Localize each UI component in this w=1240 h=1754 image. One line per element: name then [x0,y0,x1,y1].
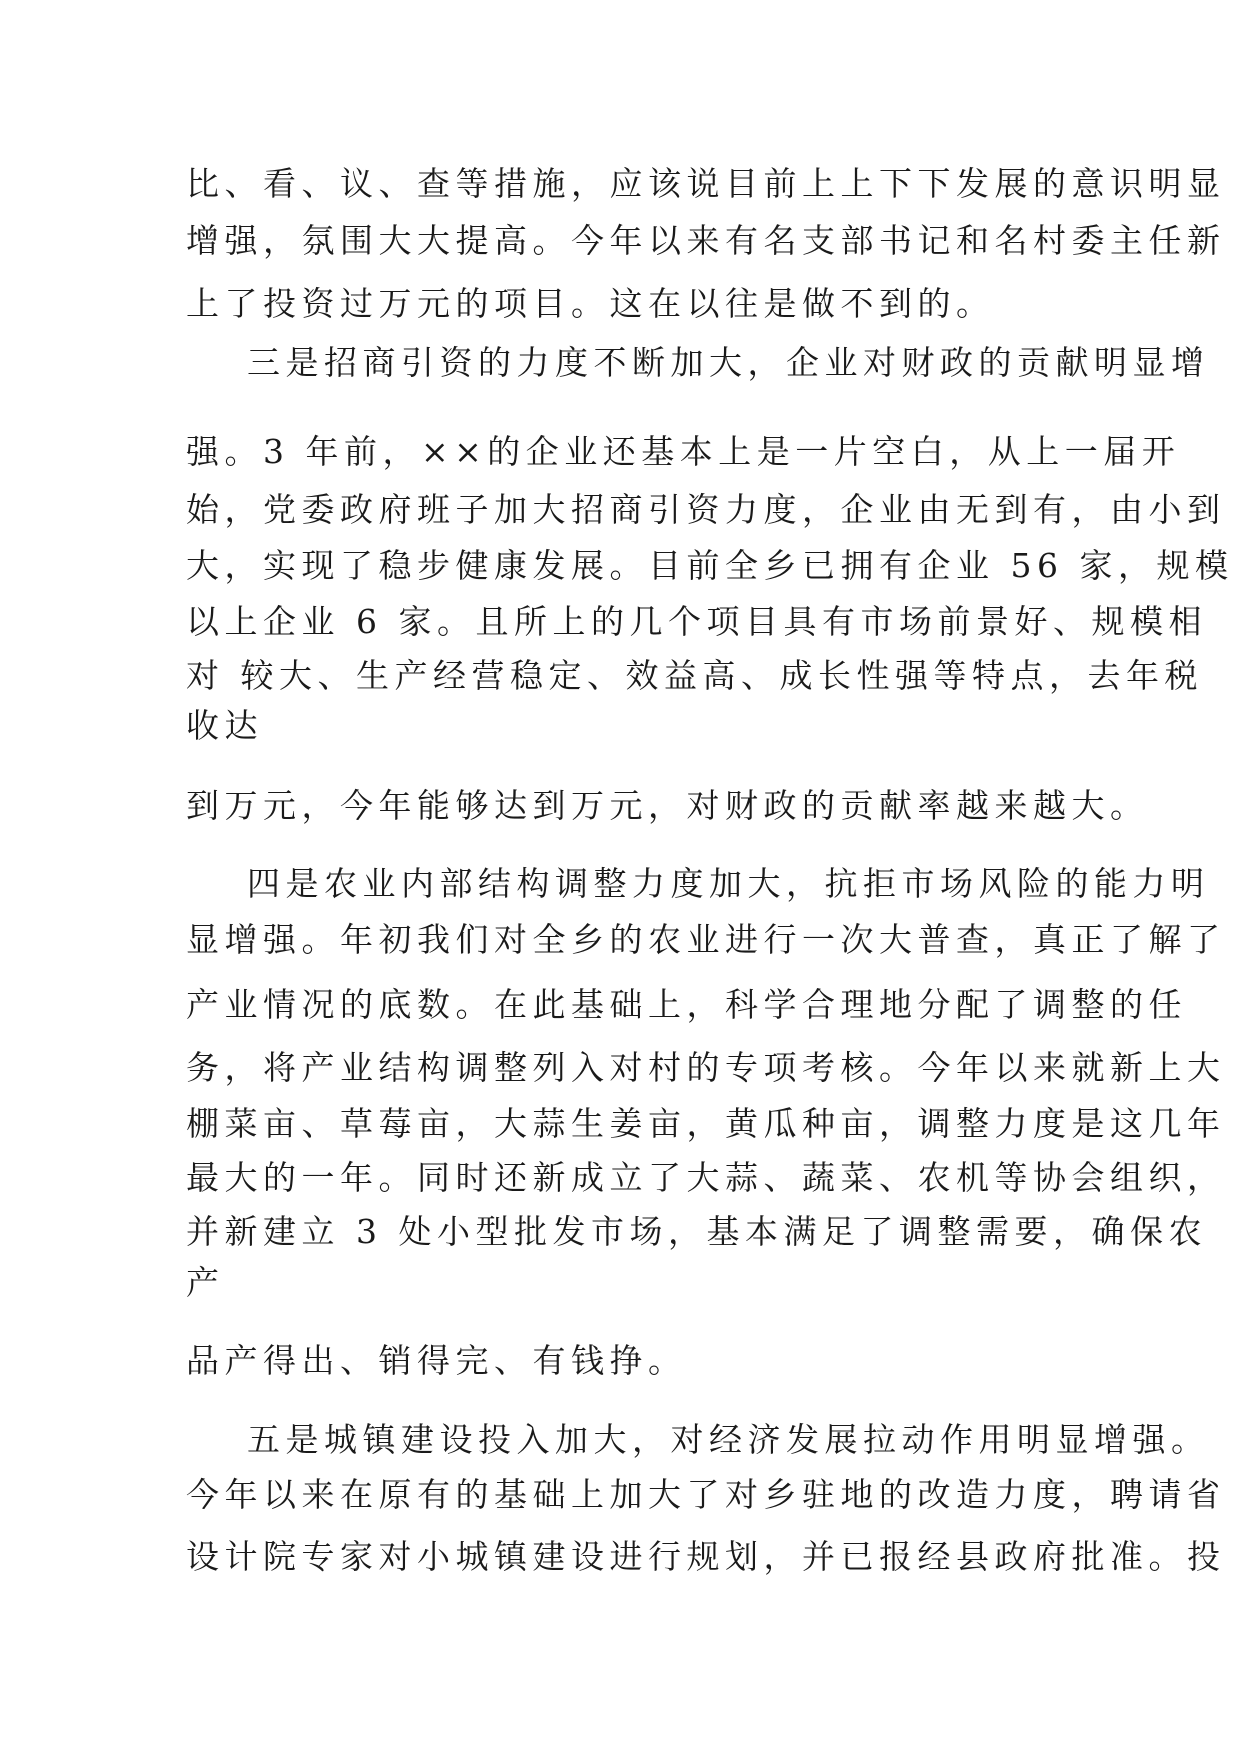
text-line: 到万元，今年能够达到万元，对财政的贡献率越来越大。 [186,786,1149,825]
text-line: 棚菜亩、草莓亩，大蒜生姜亩，黄瓜种亩，调整力度是这几年 [186,1104,1226,1143]
text-line: 始，党委政府班子加大招商引资力度，企业由无到有，由小到 [186,490,1226,529]
text-line: 比、看、议、查等措施，应该说目前上上下下发展的意识明显 [186,164,1226,203]
text-line: 大，实现了稳步健康发展。目前全乡已拥有企业 56 家，规模 [186,546,1234,585]
text-line: 品产得出、销得完、有钱挣。 [186,1341,687,1380]
text-line: 最大的一年。同时还新成立了大蒜、蔬菜、农机等协会组织， [186,1158,1226,1197]
text-line: 三是招商引资的力度不断加大，企业对财政的贡献明显增 [247,343,1210,382]
text-line: 产业情况的底数。在此基础上，科学合理地分配了调整的任 [186,985,1187,1024]
text-line: 五是城镇建设投入加大，对经济发展拉动作用明显增强。 [247,1420,1210,1459]
text-line: 并新建立 3 处小型批发市场，基本满足了调整需要，确保农 [186,1212,1207,1251]
text-line: 务，将产业结构调整列入对村的专项考核。今年以来就新上大 [186,1048,1226,1087]
text-line: 对 较大、生产经营稳定、效益高、成长性强等特点，去年税 [186,656,1203,695]
text-line: 今年以来在原有的基础上加大了对乡驻地的改造力度，聘请省 [186,1475,1226,1514]
text-line: 四是农业内部结构调整力度加大，抗拒市场风险的能力明 [247,864,1210,903]
text-line: 增强，氛围大大提高。今年以来有名支部书记和名村委主任新 [186,221,1226,260]
text-line: 强。3 年前，××的企业还基本上是一片空白，从上一届开 [186,432,1181,471]
text-line: 产 [186,1263,225,1302]
text-line: 收达 [186,706,263,745]
text-line: 显增强。年初我们对全乡的农业进行一次大普查，真正了解了 [186,920,1226,959]
text-line: 以上企业 6 家。且所上的几个项目具有市场前景好、规模相 [186,602,1207,641]
text-line: 设计院专家对小城镇建设进行规划，并已报经县政府批准。投 [186,1537,1226,1576]
text-line: 上了投资过万元的项目。这在以往是做不到的。 [186,284,995,323]
